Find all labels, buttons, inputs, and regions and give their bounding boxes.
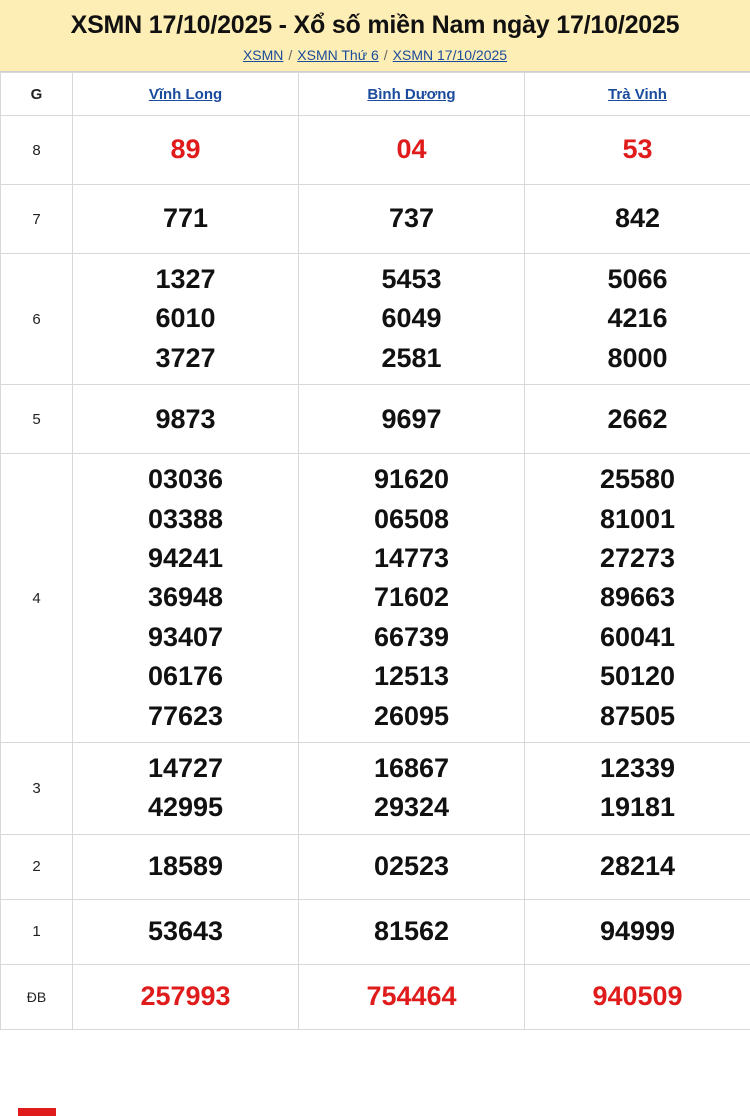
result-number: 29324 <box>373 792 450 823</box>
result-number: 94999 <box>599 916 676 947</box>
result-number: 19181 <box>599 792 676 823</box>
result-number: 93407 <box>147 621 224 652</box>
table-row <box>1 254 750 385</box>
result-number: 25580 <box>599 464 676 495</box>
result-number: 89663 <box>599 582 676 613</box>
result-number: 50120 <box>599 661 676 692</box>
result-number: 53643 <box>147 916 224 947</box>
result-number: 5066 <box>607 264 668 294</box>
result-number: 5453 <box>381 264 442 294</box>
result-number: 89 <box>170 134 201 165</box>
result-cell <box>299 743 525 835</box>
result-cell <box>73 454 299 743</box>
result-cell <box>73 385 299 454</box>
result-number: 2581 <box>381 342 442 373</box>
result-cell <box>73 254 299 385</box>
column-header-prize: G <box>1 73 73 116</box>
result-number: 81562 <box>373 916 450 947</box>
result-number: 3727 <box>155 342 216 373</box>
result-cell <box>525 254 750 385</box>
result-number: 4216 <box>607 303 668 334</box>
table-head <box>1 73 750 116</box>
column-header-province-2[interactable] <box>299 73 525 116</box>
table-header-row <box>1 73 750 116</box>
result-number: 28214 <box>599 851 676 882</box>
result-number: 91620 <box>373 464 450 495</box>
result-number: 06176 <box>147 661 224 692</box>
breadcrumb-separator-3: / <box>383 47 388 63</box>
red-marker <box>18 1108 56 1116</box>
result-number: 842 <box>614 203 661 234</box>
prize-label: 1 <box>1 899 73 964</box>
breadcrumb-link-4[interactable]: XSMN 17/10/2025 <box>392 47 508 63</box>
result-number: 42995 <box>147 792 224 823</box>
breadcrumb-link-0[interactable]: XSMN <box>242 47 284 63</box>
breadcrumb <box>0 47 750 63</box>
prize-label: 5 <box>1 385 73 454</box>
result-number: 12513 <box>373 661 450 692</box>
result-number: 940509 <box>592 981 683 1012</box>
table-body <box>1 116 750 1030</box>
result-cell <box>525 454 750 743</box>
result-cell <box>299 834 525 899</box>
result-number: 04 <box>396 134 427 165</box>
result-number: 257993 <box>140 981 231 1012</box>
prize-label: ĐB <box>1 964 73 1029</box>
table-row <box>1 116 750 185</box>
result-number: 754464 <box>366 981 457 1012</box>
result-cell <box>525 964 750 1029</box>
result-cell <box>525 185 750 254</box>
result-number: 14727 <box>147 753 224 784</box>
table-row <box>1 743 750 835</box>
province-link-2[interactable]: Bình Dương <box>367 85 456 103</box>
result-number: 03036 <box>147 464 224 495</box>
result-cell <box>73 743 299 835</box>
result-cell <box>299 964 525 1029</box>
result-number: 26095 <box>373 700 450 731</box>
table-row <box>1 454 750 743</box>
prize-label: 6 <box>1 254 73 385</box>
result-number: 1327 <box>155 264 216 294</box>
column-header-province-3[interactable] <box>525 73 750 116</box>
result-number: 53 <box>622 134 653 165</box>
result-cell <box>299 185 525 254</box>
result-number: 6049 <box>381 303 442 334</box>
result-cell <box>299 899 525 964</box>
result-cell <box>299 454 525 743</box>
result-number: 94241 <box>147 543 224 574</box>
page-title: XSMN 17/10/2025 - Xổ số miền Nam ngày 17/10/2025 <box>70 11 680 39</box>
result-number: 771 <box>162 203 209 234</box>
result-number: 9697 <box>381 403 442 434</box>
page-header <box>0 0 750 72</box>
prize-label: 4 <box>1 454 73 743</box>
prize-label: 7 <box>1 185 73 254</box>
table-row <box>1 385 750 454</box>
result-cell <box>525 743 750 835</box>
table-row <box>1 964 750 1029</box>
result-number: 14773 <box>373 543 450 574</box>
result-number: 16867 <box>373 753 450 784</box>
result-cell <box>299 254 525 385</box>
result-number: 66739 <box>373 621 450 652</box>
bottom-strip <box>0 1108 750 1116</box>
result-cell <box>73 185 299 254</box>
table-row <box>1 185 750 254</box>
result-number: 6010 <box>155 303 216 334</box>
result-cell <box>525 116 750 185</box>
result-cell <box>73 834 299 899</box>
result-number: 77623 <box>147 700 224 731</box>
result-number: 737 <box>388 203 435 234</box>
breadcrumb-link-2[interactable]: XSMN Thứ 6 <box>297 47 379 63</box>
result-number: 60041 <box>599 621 676 652</box>
result-cell <box>525 385 750 454</box>
result-number: 36948 <box>147 582 224 613</box>
result-cell <box>73 899 299 964</box>
result-cell <box>299 116 525 185</box>
column-header-province-1[interactable] <box>73 73 299 116</box>
table-row <box>1 834 750 899</box>
province-link-1[interactable]: Vĩnh Long <box>148 85 223 103</box>
result-cell <box>299 385 525 454</box>
province-link-3[interactable]: Trà Vinh <box>608 85 667 103</box>
result-number: 02523 <box>373 851 450 882</box>
result-number: 2662 <box>607 403 668 434</box>
result-cell <box>73 964 299 1029</box>
result-number: 06508 <box>373 503 450 534</box>
result-cell <box>525 834 750 899</box>
prize-label: 2 <box>1 834 73 899</box>
result-cell <box>525 899 750 964</box>
result-number: 18589 <box>147 851 224 882</box>
prize-label: 8 <box>1 116 73 185</box>
lottery-results-table <box>0 72 750 1030</box>
result-number: 12339 <box>599 753 676 784</box>
result-number: 81001 <box>599 503 676 534</box>
result-number: 03388 <box>147 503 224 534</box>
result-number: 27273 <box>599 543 676 574</box>
result-cell <box>73 116 299 185</box>
table-row <box>1 899 750 964</box>
result-number: 8000 <box>607 342 668 373</box>
prize-label: 3 <box>1 743 73 835</box>
result-number: 71602 <box>373 582 450 613</box>
breadcrumb-separator-1: / <box>288 47 293 63</box>
result-number: 9873 <box>155 403 216 434</box>
result-number: 87505 <box>599 700 676 731</box>
